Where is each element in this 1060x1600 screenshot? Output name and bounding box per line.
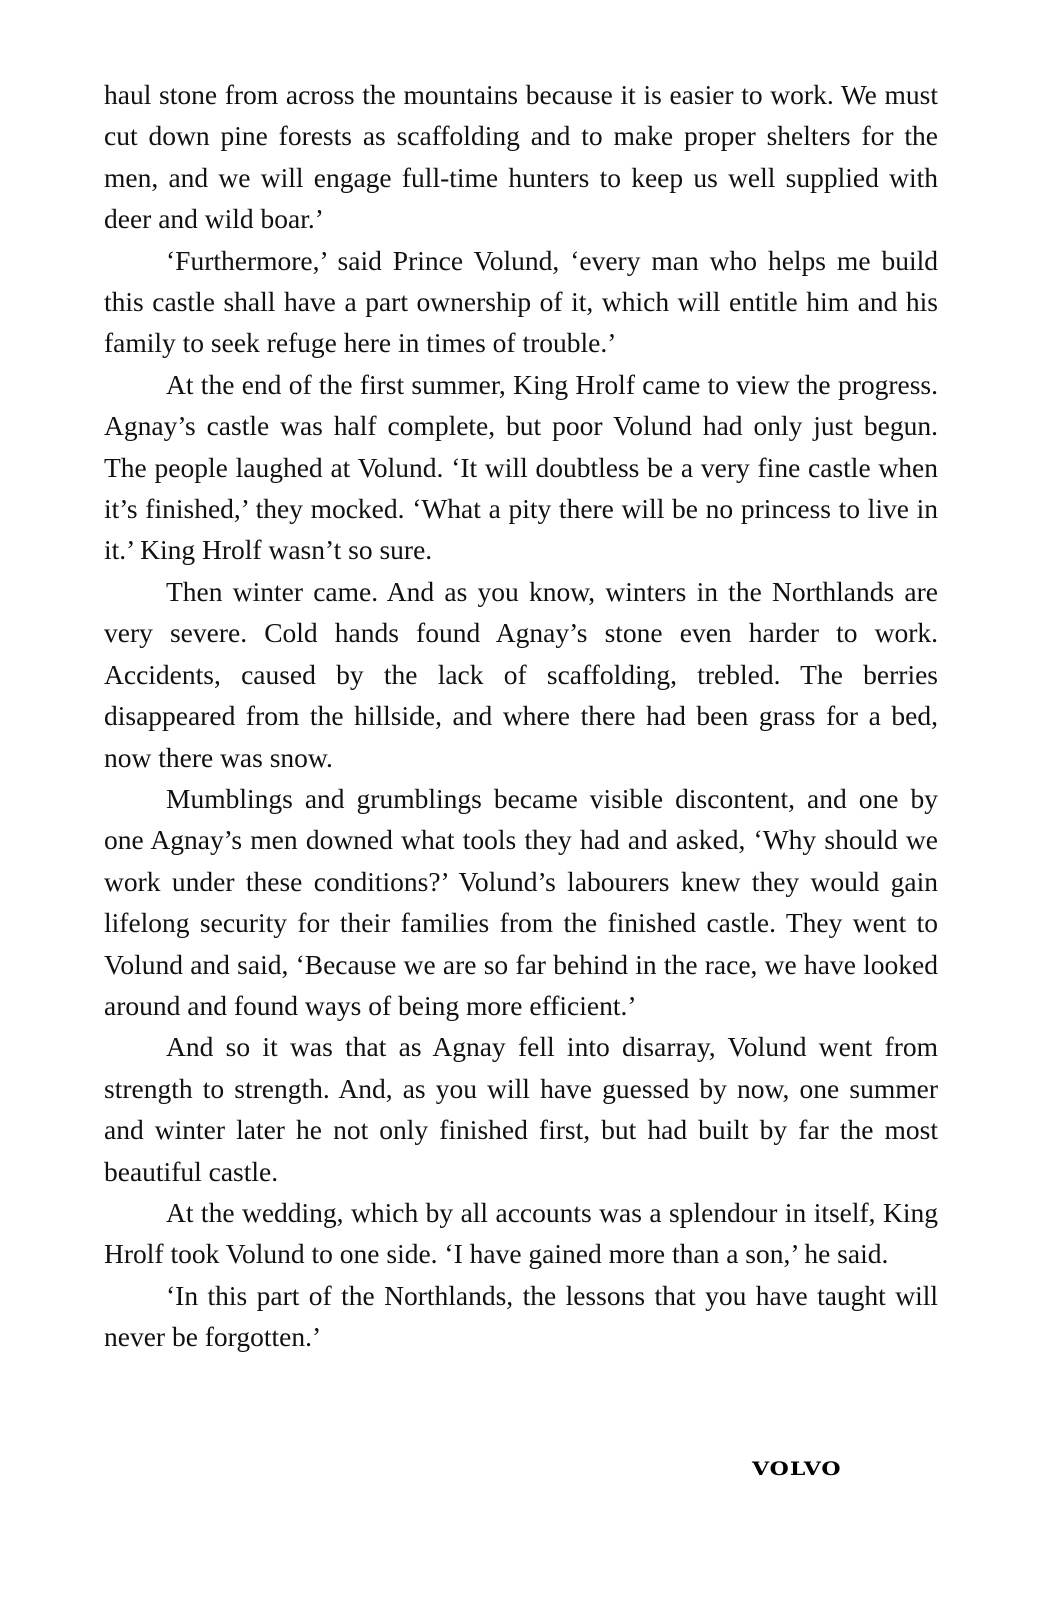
paragraph-6: And so it was that as Agnay fell into disarray, Volund went from strength to strength. And, as you will have guessed by now, one summer and winter later he not only finished first, but had built by far the most beautiful castle. (104, 1031, 938, 1187)
volvo-logo: VOLVO (752, 1458, 842, 1481)
paragraph-7: At the wedding, which by all accounts was a splendour in itself, King Hrolf took Volund to one side. ‘I have gained more than a son,’ he said. (104, 1196, 938, 1270)
paragraph-8: ‘In this part of the Northlands, the lessons that you have taught will never be forgotten.’ (104, 1279, 938, 1353)
page-body (104, 74, 938, 1574)
paragraph-3: At the end of the first summer, King Hrolf came to view the progress. Agnay’s castle was half complete, but poor Volund had only just begun. The people laughed at Volund. ‘It will doubtless be a very fine castle when it’s finished,’ they mocked. ‘What a pity there will be no princess to live in it.’ King Hrolf wasn’t so sure. (104, 368, 938, 566)
paragraph-2: ‘Furthermore,’ said Prince Volund, ‘every man who helps me build this castle shall have a part ownership of it, which will entitle him and his family to seek refuge here in times of trouble.’ (104, 244, 938, 359)
paragraph-5: Mumblings and grumblings became visible discontent, and one by one Agnay’s men downed what tools they had and asked, ‘Why should we work under these conditions?’ Volund’s labourers knew they would gain lifelong security for their families from the finished castle. They went to Volund and said, ‘Because we are so far behind in the race, we have looked around and found ways of being more efficient.’ (104, 782, 938, 1021)
paragraph-4: Then winter came. And as you know, winters in the Northlands are very severe. Cold hands found Agnay’s stone even harder to work. Accidents, caused by the lack of scaffolding, trebled. The berries disappeared from the hillside, and where there had been grass for a bed, now there was snow. (104, 575, 938, 773)
paragraph-1: haul stone from across the mountains because it is easier to work. We must cut down pine forests as scaffolding and to make proper shelters for the men, and we will engage full-time hunters to keep us well supplied with deer and wild boar.’ (104, 79, 938, 235)
